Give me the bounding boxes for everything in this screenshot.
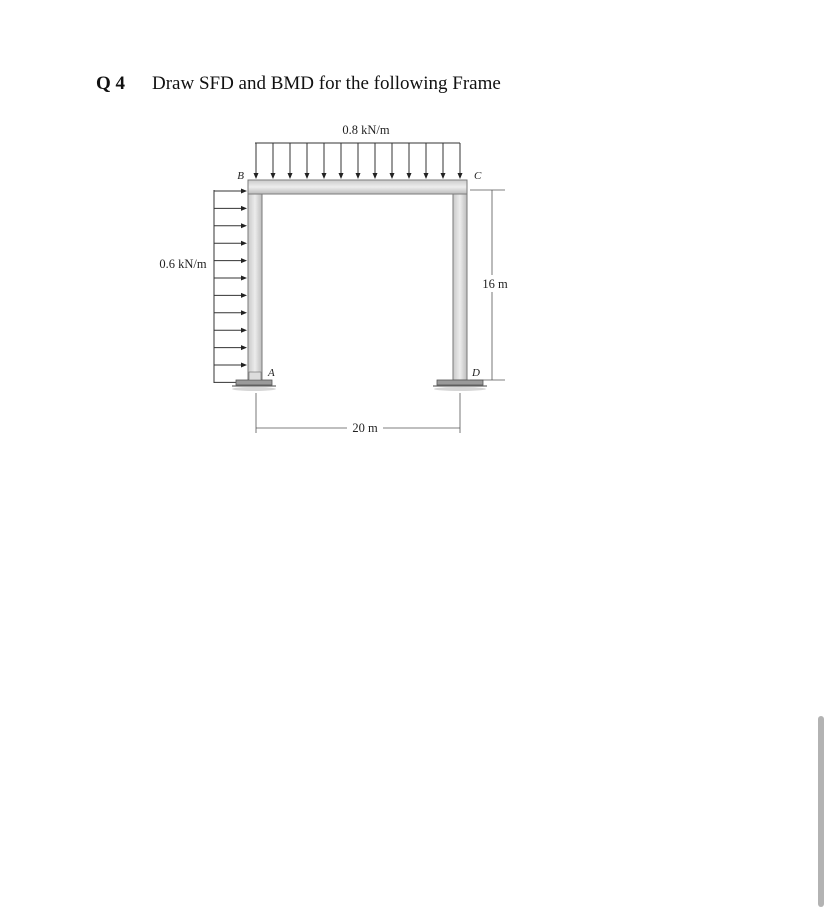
side-load-arrow bbox=[214, 223, 247, 228]
side-load-arrow bbox=[214, 345, 247, 350]
top-load-arrow bbox=[458, 143, 463, 179]
side-load-label: 0.6 kN/m bbox=[159, 257, 207, 271]
node-label-d: D bbox=[472, 367, 480, 379]
top-load-label: 0.8 kN/m bbox=[342, 123, 390, 137]
support-d bbox=[433, 380, 487, 391]
span-dimension bbox=[256, 393, 460, 435]
top-load-arrow bbox=[254, 143, 259, 179]
top-load-arrow bbox=[407, 143, 412, 179]
column-ab bbox=[248, 180, 262, 380]
side-load-arrow bbox=[214, 363, 247, 368]
support-a-block bbox=[249, 372, 261, 380]
frame-members bbox=[248, 180, 467, 380]
top-load-arrows bbox=[254, 143, 463, 179]
top-load-arrow bbox=[322, 143, 327, 179]
side-load-arrow bbox=[214, 189, 247, 194]
ground-shadow-d bbox=[434, 387, 486, 391]
node-label-c: C bbox=[474, 170, 482, 182]
top-load-arrow bbox=[339, 143, 344, 179]
side-load-arrow bbox=[214, 258, 247, 263]
vertical-scrollbar[interactable] bbox=[818, 716, 824, 907]
top-distributed-load bbox=[254, 123, 463, 179]
beam-inner-patch bbox=[249, 181, 466, 193]
side-load-arrow bbox=[214, 206, 247, 211]
top-load-arrow bbox=[373, 143, 378, 179]
side-load-arrow bbox=[214, 310, 247, 315]
ground-shadow-a bbox=[232, 387, 276, 391]
side-distributed-load bbox=[159, 189, 247, 385]
side-load-arrow bbox=[214, 276, 247, 281]
support-d-plate bbox=[437, 380, 483, 385]
side-load-arrow bbox=[214, 328, 247, 333]
top-load-arrow bbox=[424, 143, 429, 179]
node-label-a: A bbox=[268, 367, 275, 379]
top-load-arrow bbox=[441, 143, 446, 179]
question-text: Draw SFD and BMD for the following Frame bbox=[152, 73, 501, 94]
top-load-arrow bbox=[356, 143, 361, 179]
side-load-arrows bbox=[214, 189, 247, 385]
support-a-plate bbox=[236, 380, 272, 385]
height-dimension bbox=[470, 190, 508, 380]
top-load-arrow bbox=[288, 143, 293, 179]
top-load-arrow bbox=[271, 143, 276, 179]
top-load-arrow bbox=[305, 143, 310, 179]
height-label: 16 m bbox=[482, 277, 508, 291]
side-load-arrow bbox=[214, 241, 247, 246]
column-cd bbox=[453, 180, 467, 380]
side-load-arrow bbox=[214, 293, 247, 298]
span-label: 20 m bbox=[352, 421, 378, 435]
question-number: Q 4 bbox=[96, 73, 126, 94]
node-label-b: B bbox=[237, 170, 244, 182]
top-load-arrow bbox=[390, 143, 395, 179]
